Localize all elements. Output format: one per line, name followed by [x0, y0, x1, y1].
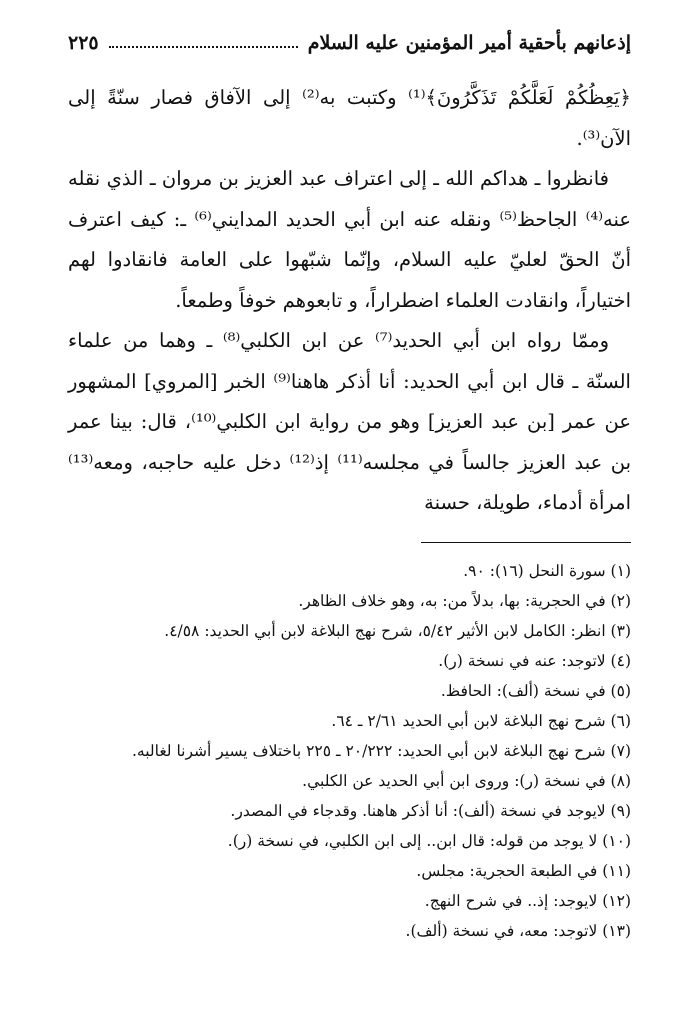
footnote-4: (٤) لاتوجد: عنه في نسخة (ر). — [438, 652, 631, 670]
footnote-9: (٩) لايوجد في نسخة (ألف): أنا أذكر هاهنا. وقدجاء في المصدر. — [230, 802, 631, 820]
page-number: ٢٢٥ — [68, 32, 99, 54]
paragraph-3: وممّا رواه ابن أبي الحديد⁽⁷⁾ عن ابن الكلبي⁽⁸⁾ ـ وهما من علماء السنّة ـ قال ابن أبي الحديد: أنا أذكر هاهنا⁽⁹⁾ الخبر [المروي] المشهور عن عمر [بن عبد العزيز] وهو من رواية ابن الكلبي⁽¹⁰⁾، قال: بينا عمر بن عبد العزيز جالساً في مجلسه⁽¹¹⁾ إذ⁽¹²⁾ دخل عليه حاجبه، ومعه⁽¹³⁾ امرأة أدماء، طويلة، حسنة — [68, 329, 631, 514]
footnote-5: (٥) في نسخة (ألف): الحافظ. — [440, 682, 631, 700]
footnote-3: (٣) انظر: الكامل لابن الأثير ٥/٤٢، شرح نهج البلاغة لابن أبي الحديد: ٤/٥٨. — [164, 622, 631, 640]
footnote-separator — [421, 542, 631, 543]
running-header — [68, 28, 631, 58]
header-dot-leader — [109, 46, 298, 48]
main-text — [68, 78, 631, 524]
paragraph-1: ﴿يَعِظُكُمْ لَعَلَّكُمْ تَذَكَّرُونَ﴾⁽¹⁾ وكتبت به⁽²⁾ إلى الآفاق فصار سنّةً إلى الآن⁽³⁾. — [68, 86, 631, 150]
footnote-6: (٦) شرح نهج البلاغة لابن أبي الحديد ٢/٦١ ـ ٦٤. — [331, 712, 631, 730]
footnote-13: (١٣) لاتوجد: معه، في نسخة (ألف). — [405, 922, 631, 940]
footnote-8: (٨) في نسخة (ر): وروى ابن أبي الحديد عن الكلبي. — [302, 772, 631, 790]
footnote-7: (٧) شرح نهج البلاغة لابن أبي الحديد: ٢٠/٢٢٢ ـ ٢٢٥ باختلاف يسير أشرنا لغالبه. — [131, 742, 631, 760]
footnote-10: (١٠) لا يوجد من قوله: قال ابن.. إلى ابن الكلبي، في نسخة (ر). — [227, 832, 631, 850]
footnotes — [60, 556, 631, 946]
paragraph-2: فانظروا ـ هداكم الله ـ إلى اعتراف عبد العزيز بن مروان ـ الذي نقله عنه⁽⁴⁾ الجاحظ⁽⁵⁾ ونقله عنه ابن أبي الحديد المدايني⁽⁶⁾ ـ: كيف اعترف أنّ الحقّ لعليّ عليه السلام، وإنّما شبّهوا على العامة فانقادوا لهم اختياراً، وانقادت العلماء اضطراراً، و تابعوهم خوفاً وطمعاً. — [68, 167, 631, 312]
footnote-2: (٢) في الحجرية: بها، بدلاً من: به، وهو خلاف الظاهر. — [298, 592, 631, 610]
footnote-12: (١٢) لايوجد: إذ.. في شرح النهج. — [424, 892, 631, 910]
footnote-11: (١١) في الطبعة الحجرية: مجلس. — [416, 862, 631, 880]
footnote-1: (١) سورة النحل (١٦): ٩٠. — [463, 562, 631, 580]
header-title: إذعانهم بأحقية أمير المؤمنين عليه السلام — [307, 32, 631, 54]
